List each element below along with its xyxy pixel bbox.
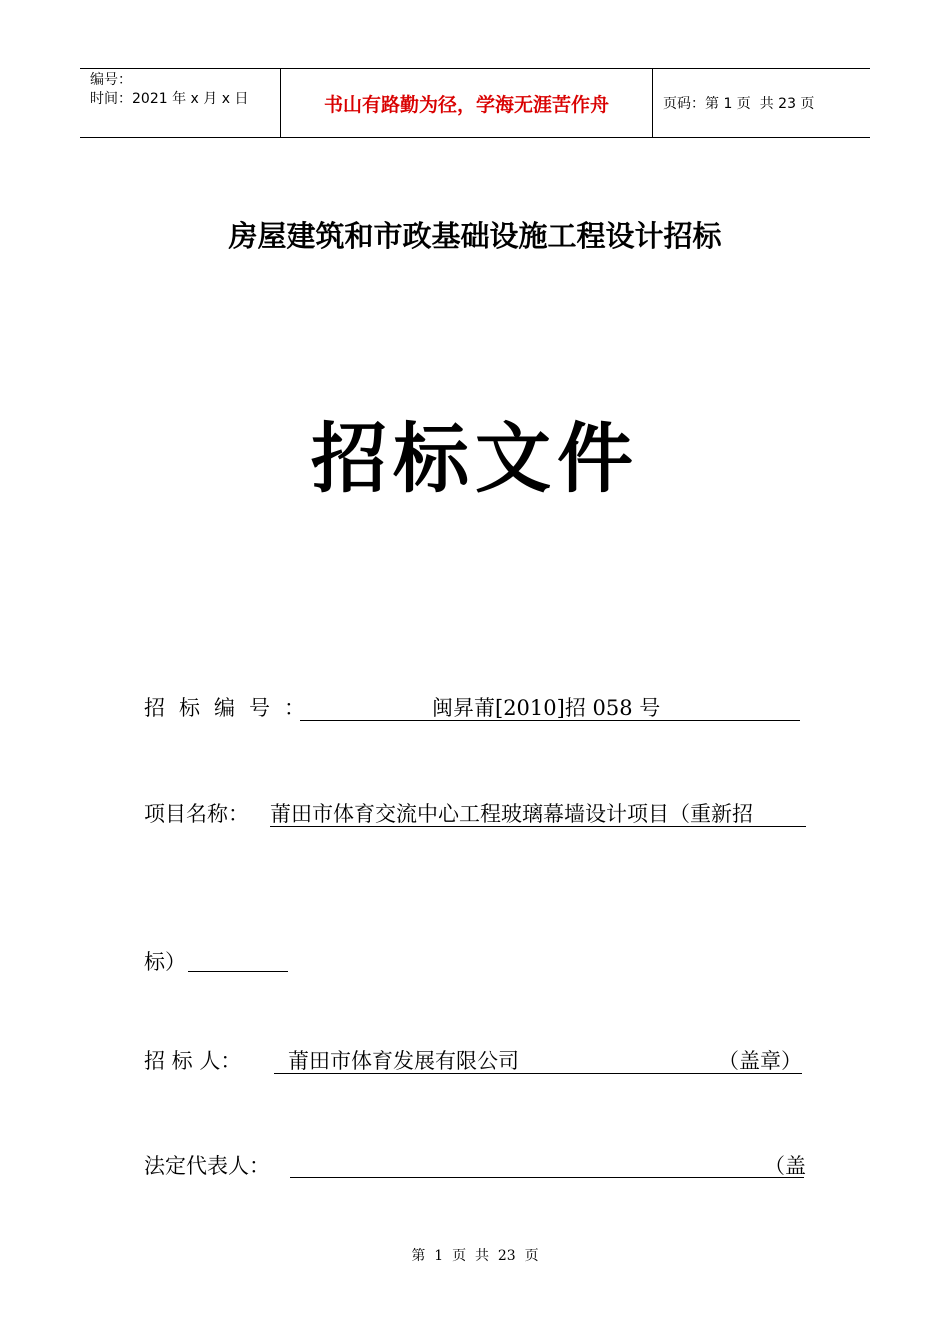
bid-number-field	[300, 694, 800, 721]
legal-rep-row	[144, 1152, 270, 1180]
project-name-row	[144, 800, 249, 828]
header-meta-cell	[80, 69, 281, 137]
project-name-underline	[270, 826, 806, 827]
page-footer: 第 1 页 共 23 页	[411, 1248, 539, 1264]
bid-number-value: 闽昇莆[2010]招 058 号	[432, 696, 661, 720]
bid-number-row	[144, 694, 319, 722]
header-table	[80, 68, 870, 138]
tenderer-label: 招 标 人：	[144, 1049, 242, 1073]
legal-rep-label: 法定代表人：	[144, 1154, 270, 1178]
motto-text: 书山有路勤为径，学海无涯苦作舟	[323, 94, 609, 116]
document-title: 房屋建筑和市政基础设施工程设计招标	[228, 219, 722, 253]
header-page-cell	[653, 69, 870, 137]
project-name-value-line2: 标）	[144, 950, 186, 974]
legal-rep-underline	[290, 1177, 804, 1178]
document-number-label: 编号：	[90, 72, 132, 88]
tenderer-value: 莆田市体育发展有限公司	[288, 1049, 519, 1073]
tenderer-underline	[274, 1073, 802, 1074]
project-name-label: 项目名称：	[144, 802, 249, 826]
tenderer-row	[144, 1047, 241, 1075]
tenderer-seal-note: （盖章）	[718, 1049, 802, 1073]
document-time-label: 时间：2021 年 x 月 x 日	[90, 91, 249, 107]
header-motto-cell	[281, 69, 653, 137]
project-name-value-line1: 莆田市体育交流中心工程玻璃幕墙设计项目（重新招	[270, 802, 753, 826]
legal-rep-seal-note: （盖	[764, 1154, 806, 1178]
header-page-info: 页码：第 1 页 共 23 页	[663, 96, 815, 112]
bid-number-label: 招标编号：	[144, 696, 319, 720]
document-subtitle: 招标文件	[311, 414, 639, 503]
project-name-underline-2	[188, 971, 288, 972]
